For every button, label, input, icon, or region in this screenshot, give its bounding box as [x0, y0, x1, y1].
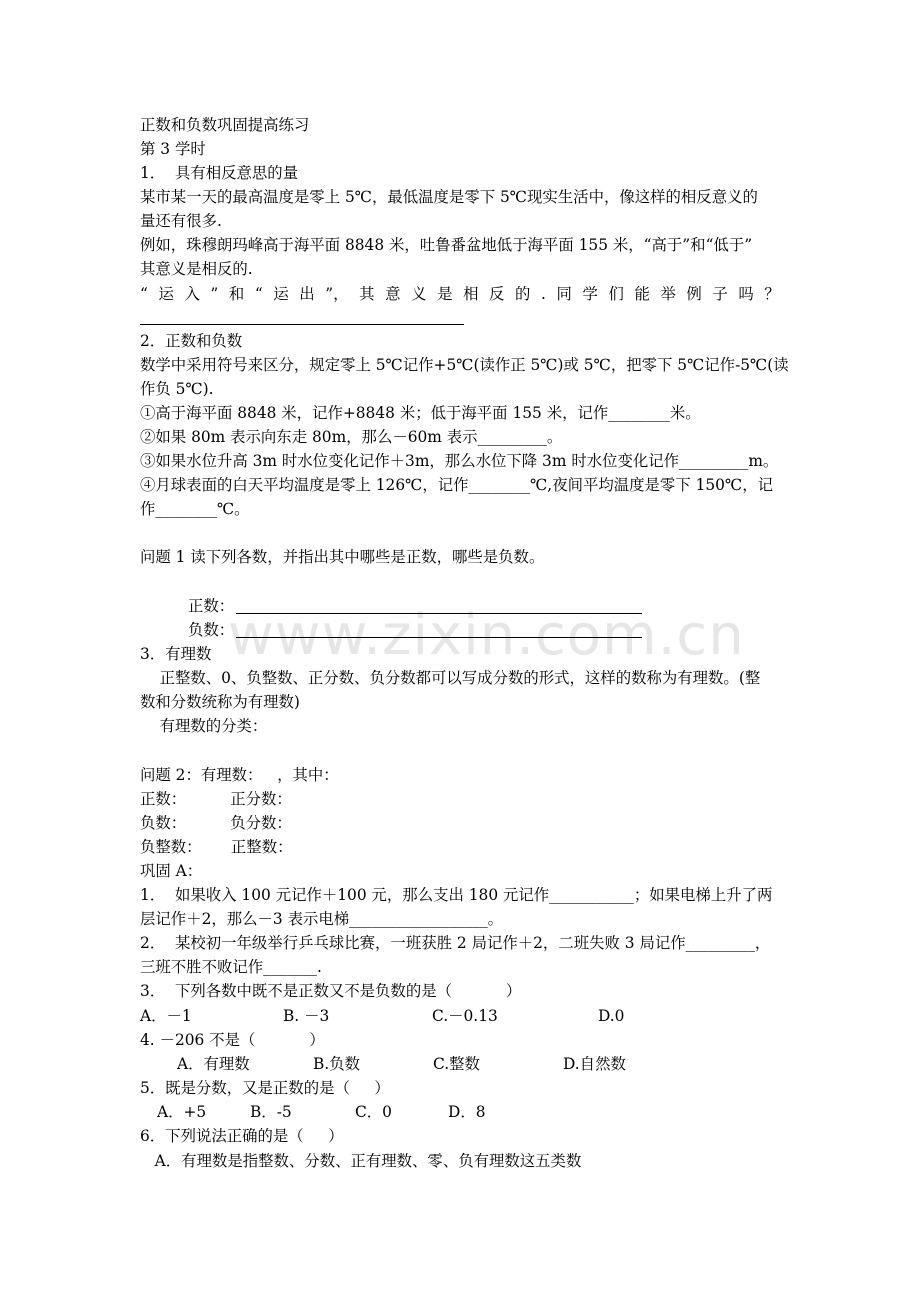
spread-char: 和	[228, 285, 245, 303]
q5-option-c: C．0	[355, 1103, 392, 1121]
spread-char: “	[140, 285, 148, 303]
problem-2-row-1: 正数： 正分数：	[140, 790, 292, 808]
spread-char: 出	[299, 285, 315, 303]
q4-option-b: B.负数	[313, 1055, 360, 1073]
spread-char: 吗	[738, 285, 754, 303]
spread-char: 意	[385, 285, 401, 303]
spread-char: 其	[359, 285, 375, 303]
problem-1: 问题 1 读下列各数，并指出其中哪些是正数，哪些是负数。	[140, 548, 545, 566]
consolidation-q2-line-2: 三班不胜不败记作_______.	[140, 958, 322, 976]
q4-option-d: D.自然数	[563, 1055, 626, 1073]
section-2-paragraph-line-1: 数学中采用符号来区分，规定零上 5℃记作+5℃(读作正 5℃)或 5℃，把零下 5℃记作-5℃(读	[140, 356, 789, 374]
q6-option-a: A．有理数是指整数、分数、正有理数、零、负有理数这五类数	[140, 1152, 582, 1170]
section-2-paragraph-line-2: 作负 5℃).	[140, 380, 214, 398]
spread-char: 能	[634, 285, 650, 303]
section-2-question-1: ①高于海平面 8848 米，记作+8848 米；低于海平面 155 米，记作________米。	[140, 404, 701, 422]
lesson-label: 第 3 学时	[140, 140, 206, 158]
q3-option-a: A．－1	[140, 1007, 192, 1025]
spread-char: 运	[158, 285, 174, 303]
problem-2: 问题 2：有理数： ，其中：	[140, 766, 339, 784]
section-1-heading: 1． 具有相反意思的量	[140, 164, 299, 182]
section-1-paragraph-1-line-2: 量还有很多.	[140, 212, 222, 230]
section-3-heading: 3．有理数	[140, 645, 212, 663]
spread-char: 们	[608, 285, 624, 303]
section-2-question-3: ③如果水位升高 3m 时水位变化记作＋3m，那么水位下降 3m 时水位变化记作_________m。	[140, 452, 779, 470]
watermark: www.zixin.com.cn	[228, 603, 745, 668]
spread-char: 子	[712, 285, 728, 303]
q3-option-d: D.0	[598, 1007, 625, 1025]
consolidation-a-heading: 巩固 A：	[140, 862, 203, 880]
spread-char: 反	[489, 285, 505, 303]
doc-title: 正数和负数巩固提高练习	[140, 116, 310, 134]
consolidation-q1-line-2: 层记作＋2，那么－3 表示电梯__________________。	[140, 910, 504, 928]
answer-blank-line	[140, 324, 464, 325]
section-2-question-2: ②如果 80m 表示向东走 80m，那么－60m 表示_________。	[140, 428, 563, 446]
consolidation-q4: 4. －206 不是（ ）	[140, 1031, 325, 1049]
q5-option-a: A．+5	[157, 1103, 207, 1121]
section-1-paragraph-2-line-2: 其意义是相反的.	[140, 260, 253, 278]
consolidation-q1-line-1: 1． 如果收入 100 元记作＋100 元，那么支出 180 元记作___________；如果电梯上升了两	[140, 886, 773, 904]
q3-option-c: C.－0.13	[432, 1007, 498, 1025]
section-3-paragraph-line-2: 数和分数统称为有理数)	[140, 693, 300, 711]
problem-2-row-3: 负整数： 正整数：	[140, 838, 293, 856]
positive-numbers-blank	[236, 613, 642, 614]
section-2-question-4-line-2: 作________℃。	[140, 500, 250, 518]
negative-numbers-blank	[236, 637, 642, 638]
spread-char: 同	[556, 285, 572, 303]
section-3-paragraph-line-1: 正整数、0、负整数、正分数、负分数都可以写成分数的形式，这样的数称为有理数。(整	[140, 669, 761, 687]
consolidation-q5: 5．既是分数，又是正数的是（ ）	[140, 1079, 390, 1097]
q4-option-c: C.整数	[433, 1055, 480, 1073]
section-1-spaced-question	[140, 282, 780, 306]
negative-numbers-label: 负数：	[188, 621, 235, 639]
spread-char: 举	[660, 285, 676, 303]
spread-char: ”	[210, 285, 219, 303]
spread-char: 是	[437, 285, 453, 303]
spread-char: ”，	[325, 285, 349, 303]
spread-char: .	[541, 285, 546, 303]
section-2-question-4-line-1: ④月球表面的白天平均温度是零上 126℃，记作________℃,夜间平均温度是零下 150℃，记	[140, 476, 773, 494]
spread-char: 学	[582, 285, 598, 303]
spread-char: ？	[764, 285, 780, 303]
positive-numbers-label: 正数：	[188, 597, 235, 615]
section-1-paragraph-1-line-1: 某市某一天的最高温度是零上 5℃，最低温度是零下 5℃现实生活中，像这样的相反意义的	[140, 188, 758, 206]
spread-char: 运	[273, 285, 289, 303]
spread-char: 义	[411, 285, 427, 303]
spread-char: 入	[184, 285, 200, 303]
spread-char: “	[254, 285, 263, 303]
consolidation-q6: 6．下列说法正确的是（ ）	[140, 1127, 344, 1145]
spread-char: 的	[515, 285, 531, 303]
problem-2-row-2: 负数： 负分数：	[140, 814, 292, 832]
spread-char: 例	[686, 285, 702, 303]
rational-classification-label: 有理数的分类：	[140, 717, 268, 735]
consolidation-q3: 3． 下列各数中既不是正数又不是负数的是（ ）	[140, 982, 522, 1000]
q4-option-a: A．有理数	[177, 1055, 250, 1073]
q5-option-b: B．-5	[250, 1103, 292, 1121]
consolidation-q2-line-1: 2． 某校初一年级举行乒乓球比赛，一班获胜 2 局记作＋2，二班失败 3 局记作_________，	[140, 934, 771, 952]
q3-option-b: B. －3	[283, 1007, 330, 1025]
section-1-paragraph-2-line-1: 例如，珠穆朗玛峰高于海平面 8848 米，吐鲁番盆地低于海平面 155 米，“高于”和“低于”	[140, 236, 753, 254]
section-2-heading: 2．正数和负数	[140, 332, 243, 350]
spread-char: 相	[463, 285, 479, 303]
q5-option-d: D．8	[448, 1103, 486, 1121]
